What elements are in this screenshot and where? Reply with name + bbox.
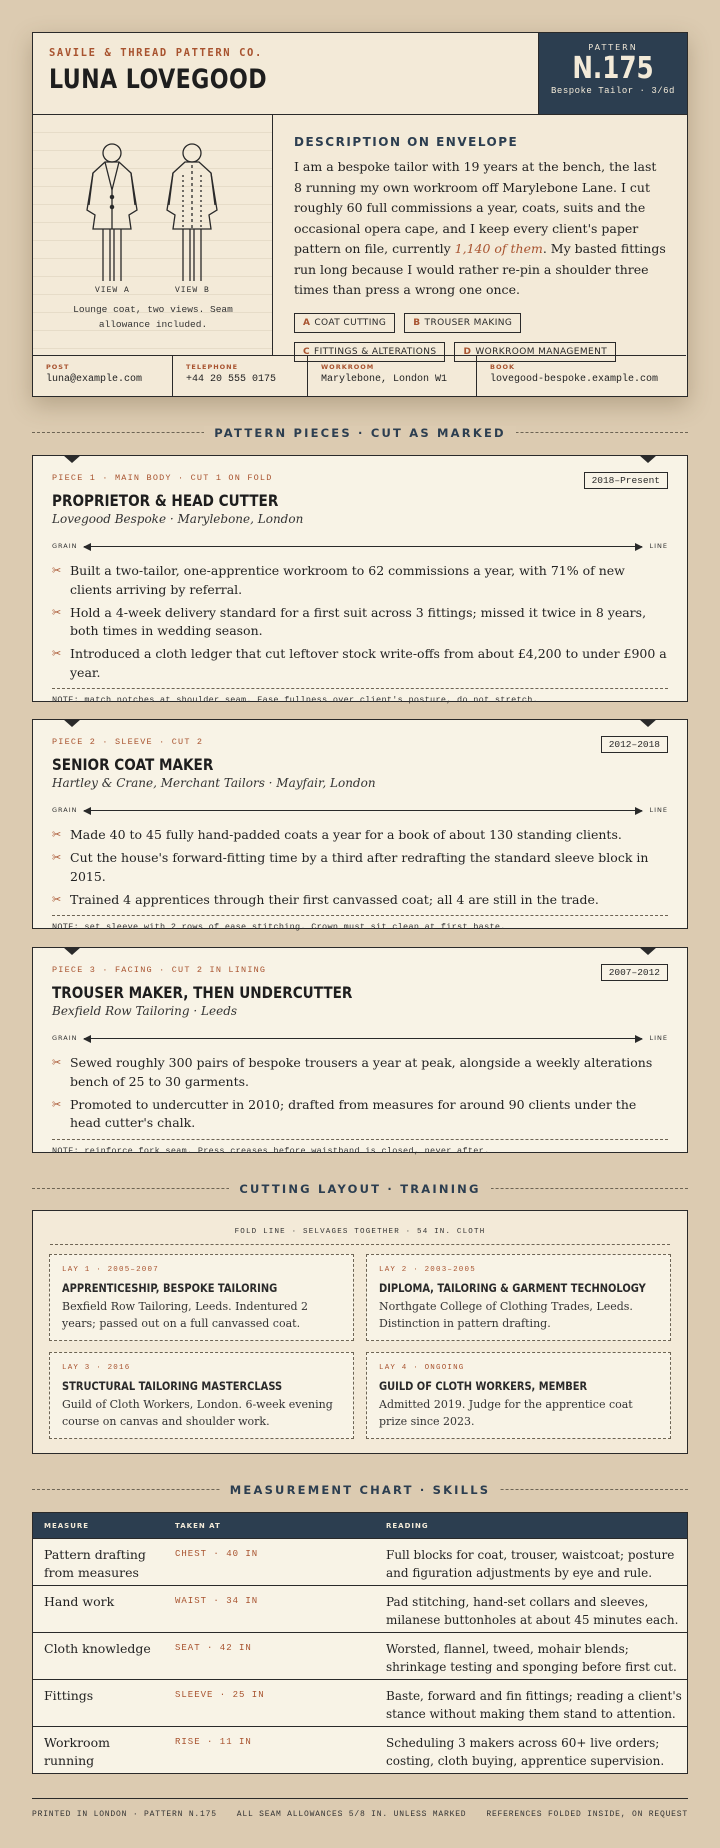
bullet-item: ✂ Sewed roughly 300 pairs of bespoke trousers a year at peak, alongside a weekly alterations bench of 25 to 30 garments. — [52, 1054, 668, 1091]
pattern-subtitle: Bespoke Tailor · 3/6d — [551, 86, 675, 96]
lay-description: Northgate College of Clothing Trades, Leeds. Distinction in pattern drafting. — [379, 1300, 633, 1330]
piece-bullets — [52, 562, 668, 682]
lay-3 — [49, 1352, 354, 1439]
piece-label: PIECE 1 · MAIN BODY · CUT 1 ON FOLD — [52, 473, 273, 483]
piece-dates: 2012–2018 — [601, 736, 668, 753]
workroom-address: Marylebone, London W1 — [321, 374, 448, 385]
lay-title: GUILD OF CLOTH WORKERS, MEMBER — [379, 1379, 588, 1393]
bullet-item: ✂ Hold a 4-week delivery standard for a first suit across 3 fittings; missed it twice in 8 years, both times in wedding season. — [52, 604, 668, 641]
contact-book — [477, 356, 686, 396]
lay-description: Admitted 2019. Judge for the apprentice coat prize since 2023. — [379, 1398, 633, 1428]
contact-bar — [33, 355, 686, 396]
piece-bullets — [52, 1054, 668, 1133]
page-footer — [32, 1798, 688, 1819]
lay-title: STRUCTURAL TAILORING MASTERCLASS — [62, 1379, 283, 1393]
table-row — [33, 1632, 687, 1679]
view-b-label: VIEW B — [175, 286, 210, 295]
column-header-reading: READING — [386, 1521, 429, 1530]
skill-reading: Pad stitching, hand-set collars and sleeves, milanese buttonholes at about 45 minutes each. — [386, 1595, 679, 1627]
skill-measure: Pattern drafting from measures — [44, 1547, 146, 1580]
pattern-envelope — [32, 32, 688, 397]
piece-role: TROUSER MAKER, THEN UNDERCUTTER — [52, 983, 353, 1002]
measurement-chart — [32, 1512, 688, 1774]
chart-header-row — [33, 1513, 687, 1538]
tag-coat-cutting — [294, 313, 395, 333]
tag-letter: B — [413, 317, 421, 328]
contact-workroom — [308, 356, 477, 396]
contact-post — [33, 356, 173, 396]
bullet-item: ✂ Built a two-tailor, one-apprentice workroom to 62 commissions a year, with 71% of new clients arriving by referral. — [52, 562, 668, 599]
section-divider-training — [32, 1182, 688, 1196]
lay-1 — [49, 1254, 354, 1341]
footer-left-text: PRINTED IN LONDON · PATTERN N.175 — [32, 1810, 217, 1819]
lay-label: LAY 4 · ONGOING — [379, 1364, 465, 1372]
description-text — [294, 157, 668, 301]
skill-measure: Fittings — [44, 1688, 94, 1703]
skill-reading: Worsted, flannel, tweed, mohair blends; shrinkage testing and sponging before first cut. — [386, 1642, 677, 1674]
website-link[interactable]: lovegood-bespoke.example.com — [490, 374, 659, 385]
grain-arrow — [84, 1038, 642, 1039]
lay-description: Bexfield Row Tailoring, Leeds. Indentured 2 years; passed out on a full canvassed coat. — [62, 1300, 308, 1330]
section-title-pieces: PATTERN PIECES · CUT AS MARKED — [204, 426, 516, 440]
skill-taken-at: WAIST · 34 IN — [175, 1596, 259, 1606]
notch-marker — [639, 947, 657, 955]
bullet-item: ✂ Trained 4 apprentices through their first canvassed coat; all 4 are still in the trade. — [52, 891, 668, 910]
skill-taken-at: RISE · 11 IN — [175, 1737, 252, 1747]
pattern-number: N.175 — [572, 51, 654, 86]
illustration-caption: Lounge coat, two views. Seam allowance included. — [73, 304, 233, 330]
fold-line — [50, 1244, 670, 1245]
bullet-item: ✂ Made 40 to 45 fully hand-padded coats a year for a book of about 130 standing clients. — [52, 826, 668, 845]
company-name: SAVILE & THREAD PATTERN CO. — [49, 47, 263, 59]
lay-title: APPRENTICESHIP, BESPOKE TAILORING — [62, 1281, 278, 1295]
piece-note: NOTE: match notches at shoulder seam. Ease fullness over client's posture, do not stretch. — [52, 688, 668, 705]
training-layout — [32, 1210, 688, 1454]
column-header-measure: MEASURE — [44, 1521, 90, 1530]
footer-right-text: REFERENCES FOLDED INSIDE, ON REQUEST — [486, 1810, 688, 1819]
skill-taken-at: SEAT · 42 IN — [175, 1643, 252, 1653]
garment-illustration — [33, 115, 273, 355]
piece-dates: 2007–2012 — [601, 964, 668, 981]
column-header-taken-at: TAKEN AT — [175, 1521, 221, 1530]
pattern-number-box — [539, 33, 687, 115]
lay-label: LAY 1 · 2005–2007 — [62, 1266, 159, 1274]
tag-letter: A — [303, 317, 311, 328]
notch-marker — [639, 455, 657, 463]
lay-title: DIPLOMA, TAILORING & GARMENT TECHNOLOGY — [379, 1281, 646, 1295]
table-row — [33, 1726, 687, 1773]
experience-piece-2 — [32, 719, 688, 932]
grain-line-label: LINE — [649, 542, 668, 550]
footer-center-text: ALL SEAM ALLOWANCES 5/8 IN. UNLESS MARKED — [236, 1810, 467, 1819]
piece-note: NOTE: reinforce fork seam. Press creases before waistband is closed, never after. — [52, 1139, 668, 1156]
lay-label: LAY 3 · 2016 — [62, 1364, 131, 1372]
skill-taken-at: SLEEVE · 25 IN — [175, 1690, 265, 1700]
section-divider-pieces — [32, 426, 688, 440]
grain-label: GRAIN — [52, 806, 78, 814]
notch-marker — [63, 455, 81, 463]
piece-label: PIECE 2 · SLEEVE · CUT 2 — [52, 737, 204, 747]
tag-label: TROUSER MAKING — [424, 317, 513, 328]
piece-bullets — [52, 826, 668, 909]
grainline — [52, 540, 668, 554]
bullet-item: ✂ Cut the house's forward-fitting time by a third after redrafting the standard sleeve block in 2015. — [52, 849, 668, 886]
grainline — [52, 1032, 668, 1046]
skill-measure: Cloth knowledge — [44, 1641, 151, 1656]
table-row — [33, 1538, 687, 1585]
coat-figures-illustration — [33, 115, 273, 285]
section-title-skills: MEASUREMENT CHART · SKILLS — [220, 1483, 500, 1497]
contact-label: POST — [46, 363, 70, 371]
lay-label: LAY 2 · 2003–2005 — [379, 1266, 476, 1274]
grain-arrow — [84, 810, 642, 811]
skill-measure: Workroom running — [44, 1735, 110, 1768]
skill-reading: Scheduling 3 makers across 60+ live orders; costing, cloth buying, apprentice supervision. — [386, 1736, 665, 1768]
tag-label: WORKROOM MANAGEMENT — [475, 346, 608, 357]
grain-label: GRAIN — [52, 1034, 78, 1042]
section-divider-skills — [32, 1483, 688, 1497]
grain-line-label: LINE — [649, 1034, 668, 1042]
notch-marker — [63, 719, 81, 727]
piece-firm: Hartley & Crane, Merchant Tailors · Mayfair, London — [52, 776, 376, 790]
contact-telephone — [173, 356, 308, 396]
notch-marker — [639, 719, 657, 727]
grain-label: GRAIN — [52, 542, 78, 550]
skill-measure: Hand work — [44, 1594, 115, 1609]
piece-role: SENIOR COAT MAKER — [52, 755, 214, 774]
email-link[interactable]: luna@example.com — [46, 374, 143, 385]
piece-label: PIECE 3 · FACING · CUT 2 IN LINING — [52, 965, 267, 975]
experience-piece-1 — [32, 455, 688, 705]
tag-letter: D — [463, 346, 472, 357]
piece-role: PROPRIETOR & HEAD CUTTER — [52, 491, 279, 510]
fold-line-label: FOLD LINE · SELVAGES TOGETHER · 54 IN. CLOTH — [234, 1228, 486, 1236]
table-row — [33, 1679, 687, 1726]
lay-4 — [366, 1352, 671, 1439]
pattern-label: PATTERN — [588, 43, 638, 52]
table-row — [33, 1585, 687, 1632]
lay-2 — [366, 1254, 671, 1341]
grain-arrow — [84, 546, 642, 547]
envelope-header — [33, 33, 539, 115]
experience-piece-3 — [32, 947, 688, 1156]
contact-label: BOOK — [490, 363, 516, 371]
piece-firm: Bexfield Row Tailoring · Leeds — [52, 1004, 238, 1018]
tag-letter: C — [303, 346, 311, 357]
lay-description: Guild of Cloth Workers, London. 6-week evening course on canvas and shoulder work. — [62, 1398, 333, 1428]
description-text-a: I am a bespoke tailor with 19 years at the bench, the last 8 running my own workroom off Marylebone Lane. I cut roughly 60 full commissions a year, coats, suits and the occasional opera cape, and I keep every client's paper pattern on file, currently — [294, 159, 657, 256]
contact-label: TELEPHONE — [186, 363, 239, 371]
grainline — [52, 804, 668, 818]
phone-link[interactable]: +44 20 555 0175 — [186, 374, 277, 385]
description-text-b: . My basted fittings run long because I would rather re-pin a shoulder three times than press a wrong one once. — [294, 241, 666, 297]
skill-taken-at: CHEST · 40 IN — [175, 1549, 259, 1559]
contact-label: WORKROOM — [321, 363, 375, 371]
grain-line-label: LINE — [649, 806, 668, 814]
tag-label: FITTINGS & ALTERATIONS — [314, 346, 437, 357]
skill-reading: Baste, forward and fin fittings; reading a client's stance without making them stand to attention. — [386, 1689, 682, 1721]
notch-marker — [63, 947, 81, 955]
description-title: DESCRIPTION ON ENVELOPE — [294, 135, 519, 149]
bullet-item: ✂ Promoted to undercutter in 2010; drafted from measures for around 90 clients under the head cutter's chalk. — [52, 1096, 668, 1133]
piece-dates: 2018–Present — [584, 472, 668, 489]
piece-note: NOTE: set sleeve with 2 rows of ease stitching. Crown must sit clean at first baste. — [52, 915, 668, 932]
tag-trouser-making — [404, 313, 521, 333]
view-a-label: VIEW A — [95, 286, 130, 295]
description-panel — [275, 115, 687, 355]
bullet-item: ✂ Introduced a cloth ledger that cut leftover stock write-offs from about £4,200 to under £900 a year. — [52, 645, 668, 682]
piece-firm: Lovegood Bespoke · Marylebone, London — [52, 512, 304, 526]
skill-reading: Full blocks for coat, trouser, waistcoat; posture and figuration adjustments by eye and rule. — [386, 1548, 675, 1580]
tag-label: COAT CUTTING — [314, 317, 387, 328]
section-title-training: CUTTING LAYOUT · TRAINING — [229, 1182, 490, 1196]
person-name: LUNA LOVEGOOD — [49, 64, 268, 95]
description-emphasis: 1,140 of them — [454, 241, 543, 256]
